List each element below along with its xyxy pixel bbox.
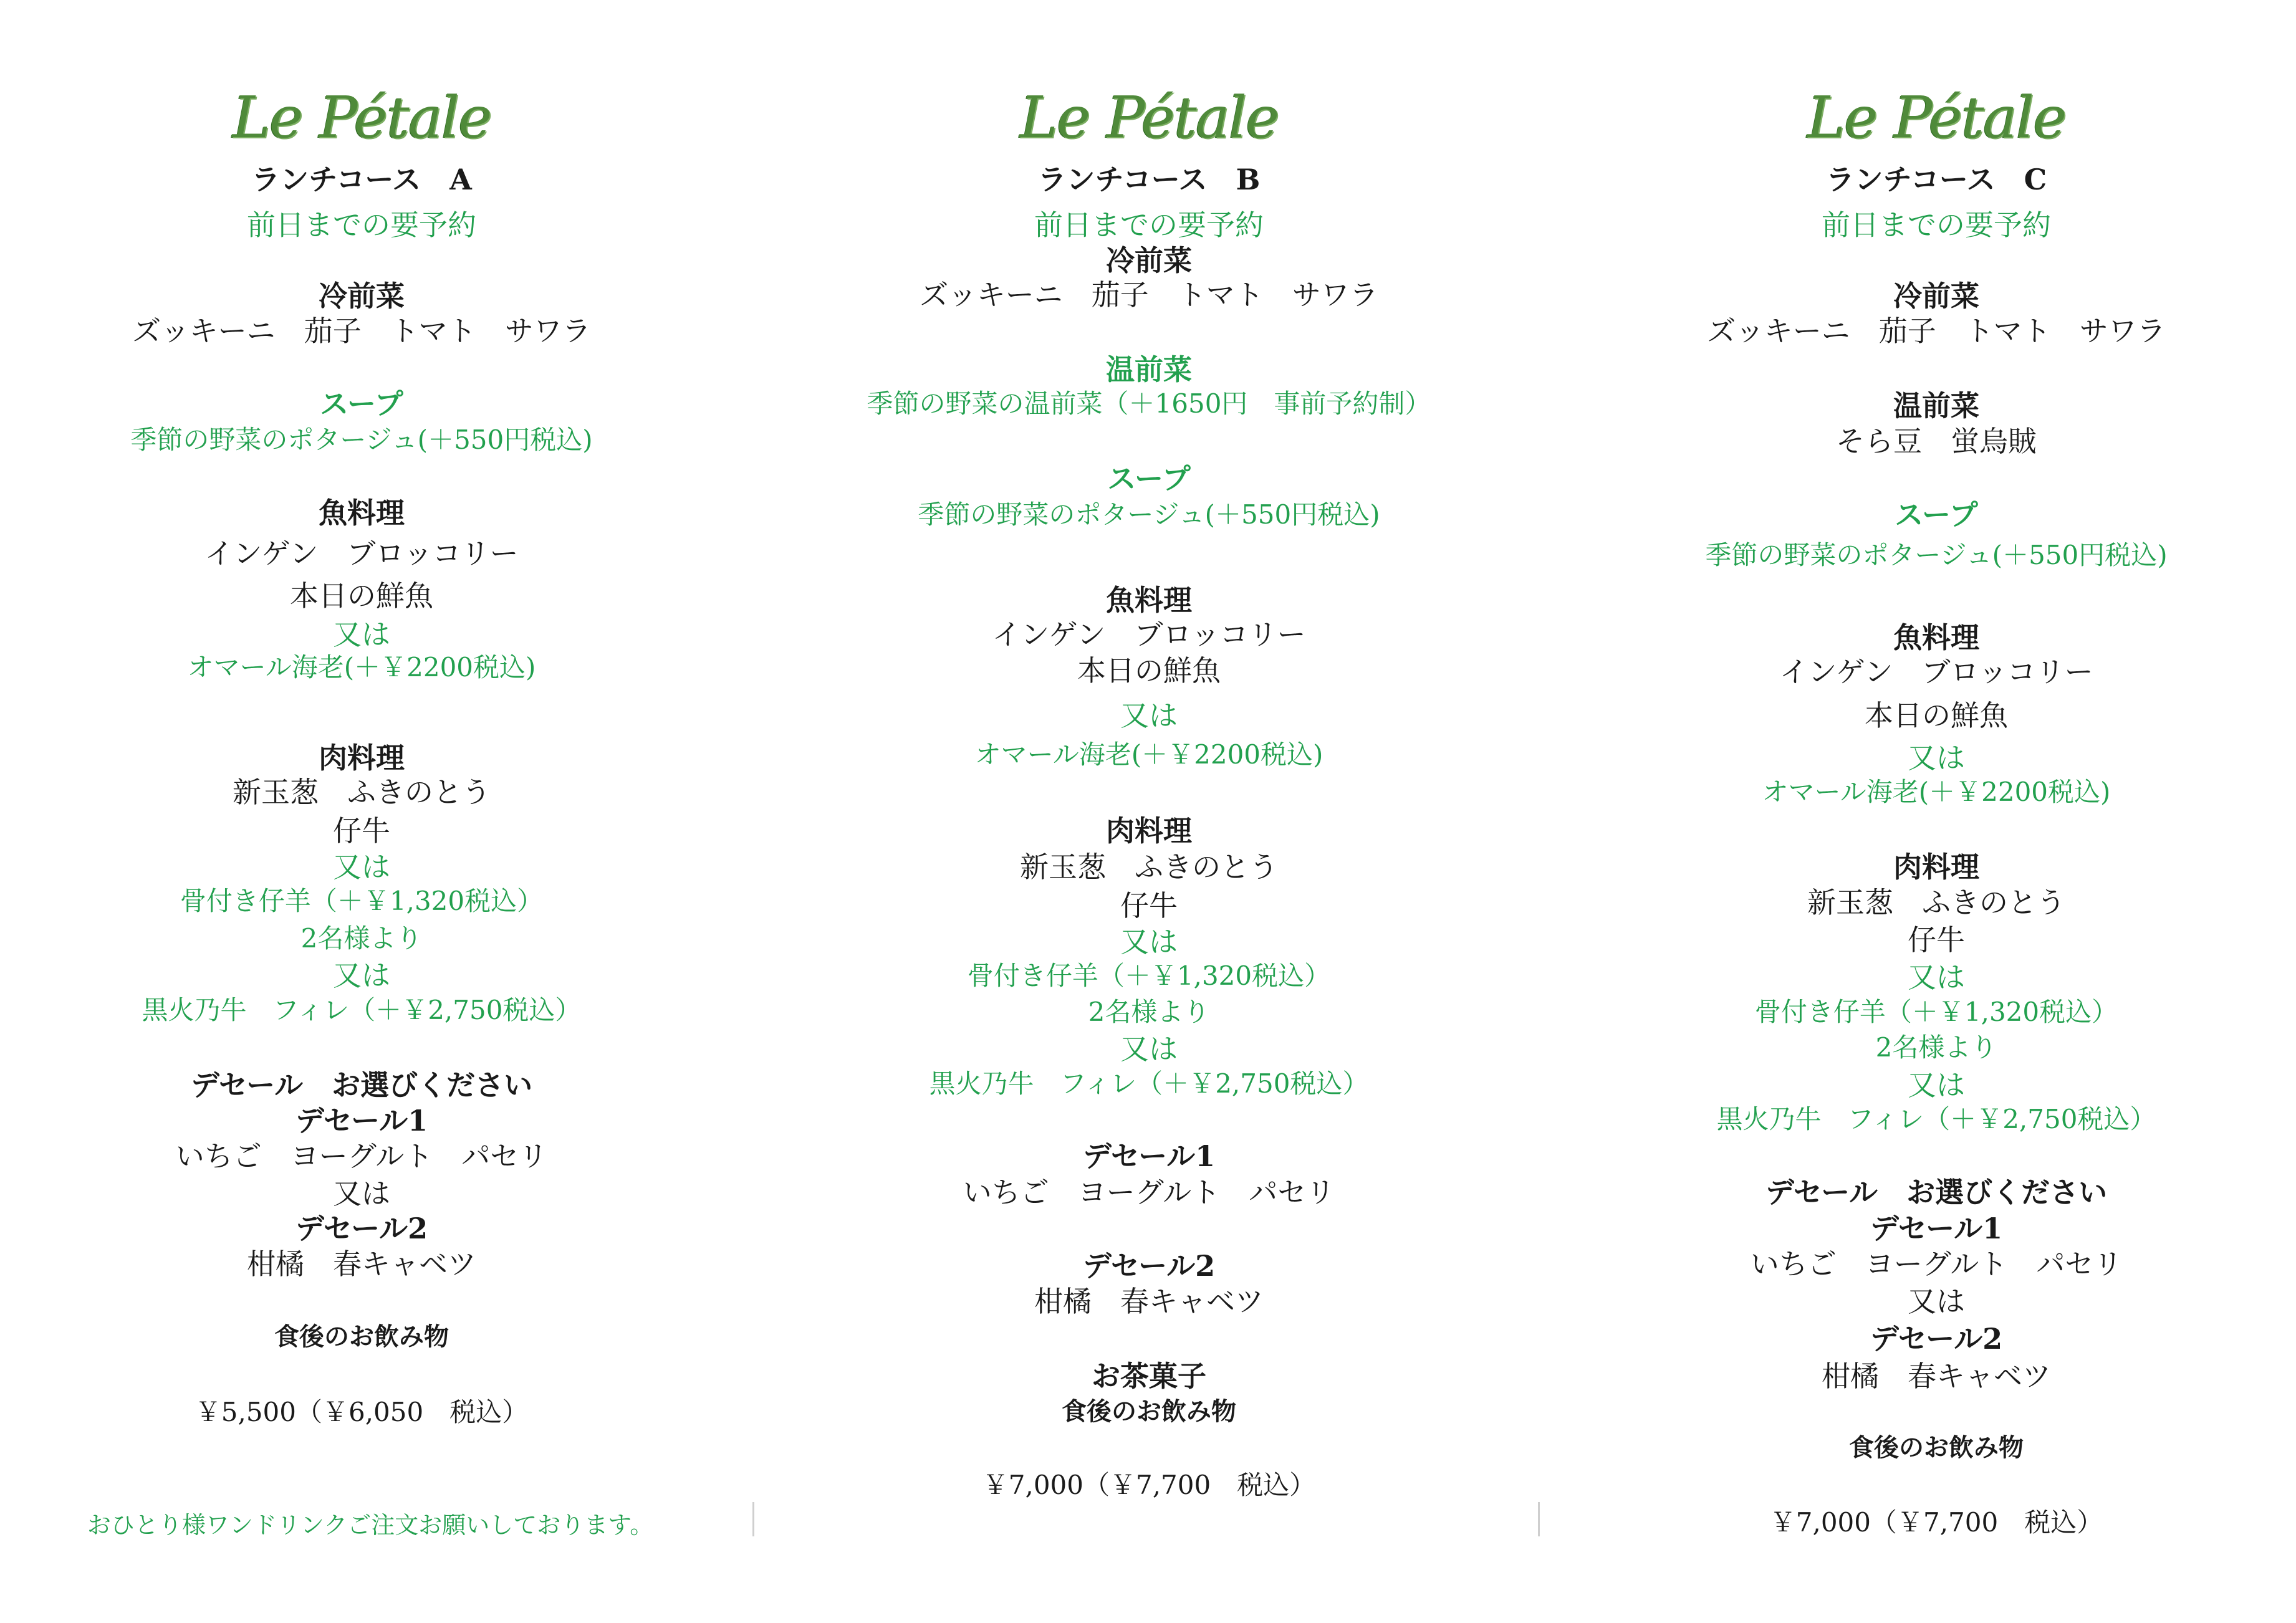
reservation-note: 前日までの要予約 (247, 208, 476, 242)
dessert-2-heading: デセール2 (1870, 1322, 2003, 1356)
petit-fours: お茶菓子 (1092, 1359, 1206, 1393)
soup-heading: スープ (1895, 498, 1978, 532)
meat-option-2: 黒火乃牛 フィレ（＋￥2,750税込） (142, 995, 582, 1025)
warm-appetizer-heading: 温前菜 (1893, 389, 1979, 423)
soup-items: 季節の野菜のポタージュ(＋550円税込) (130, 424, 593, 455)
meat-min-guests: 2名様より (300, 923, 423, 954)
fish-catch: 本日の鮮魚 (290, 579, 433, 613)
meat-veal: 仔牛 (1120, 889, 1178, 922)
meat-option-1: 骨付き仔羊（＋￥1,320税込） (967, 960, 1331, 991)
reservation-note: 前日までの要予約 (1034, 208, 1264, 242)
soup-items: 季節の野菜のポタージュ(＋550円税込) (1705, 540, 2168, 570)
restaurant-logo: Le Pétale (1807, 84, 2066, 151)
fish-or: 又は (1120, 699, 1178, 732)
one-drink-note: おひとり様ワンドリンクご注文お願いしております。 (87, 1511, 654, 1539)
fish-items: インゲン ブロッコリー (204, 537, 519, 570)
warm-appetizer-heading: 温前菜 (1106, 353, 1192, 386)
meat-or-1: 又は (333, 850, 390, 884)
column-divider (752, 1502, 754, 1536)
dessert-1-heading: デセール1 (1082, 1139, 1216, 1173)
restaurant-logo: Le Pétale (232, 84, 491, 151)
soup-heading: スープ (1107, 462, 1191, 496)
meat-option-2: 黒火乃牛 フィレ（＋￥2,750税込） (1716, 1104, 2156, 1134)
meat-min-guests: 2名様より (1088, 997, 1210, 1027)
meat-or-1: 又は (1908, 960, 1965, 994)
dessert-2-items: 柑橘 春キャベツ (247, 1247, 476, 1281)
meat-heading: 肉料理 (319, 741, 405, 775)
meat-items: 新玉葱 ふきのとう (1807, 886, 2065, 919)
meat-or-2: 又は (1120, 1032, 1178, 1066)
meat-or-2: 又は (333, 959, 390, 992)
fish-heading: 魚料理 (1893, 621, 1979, 654)
meat-veal: 仔牛 (1908, 923, 1965, 957)
warm-appetizer-items: そら豆 蛍烏賊 (1836, 424, 2037, 458)
dessert-1-items: いちご ヨーグルト パセリ (963, 1175, 1335, 1209)
dessert-1-heading: デセール1 (295, 1104, 428, 1137)
cold-appetizer-items: ズッキーニ 茄子 トマト サワラ (132, 314, 591, 348)
soup-heading: スープ (320, 387, 403, 421)
reservation-note: 前日までの要予約 (1822, 208, 2051, 242)
fish-heading: 魚料理 (1106, 583, 1192, 617)
fish-or: 又は (1908, 741, 1965, 775)
dessert-1-items: いちご ヨーグルト パセリ (1750, 1247, 2123, 1281)
after-meal-drink: 食後のお飲み物 (1062, 1397, 1236, 1426)
after-meal-drink: 食後のお飲み物 (274, 1322, 449, 1351)
meat-option-1: 骨付き仔羊（＋￥1,320税込） (1754, 997, 2118, 1027)
dessert-or: 又は (1908, 1285, 1965, 1318)
soup-items: 季節の野菜のポタージュ(＋550円税込) (918, 499, 1380, 530)
fish-catch: 本日の鮮魚 (1077, 654, 1221, 687)
meat-heading: 肉料理 (1893, 850, 1979, 884)
warm-appetizer-items: 季節の野菜の温前菜（＋1650円 事前予約制） (867, 388, 1431, 419)
fish-option: オマール海老(＋￥2200税込) (1762, 777, 2111, 807)
cold-appetizer-items: ズッキーニ 茄子 トマト サワラ (1707, 314, 2166, 348)
meat-or-2: 又は (1908, 1068, 1965, 1102)
dessert-2-heading: デセール2 (295, 1212, 428, 1245)
dessert-2-heading: デセール2 (1082, 1249, 1216, 1283)
cold-appetizer-heading: 冷前菜 (319, 279, 405, 313)
course-title: ランチコース B (1037, 163, 1261, 196)
meat-option-2: 黒火乃牛 フィレ（＋￥2,750税込） (929, 1068, 1369, 1099)
after-meal-drink: 食後のお飲み物 (1849, 1433, 2024, 1462)
meat-or-1: 又は (1120, 925, 1178, 959)
dessert-choose: デセール お選びください (1765, 1175, 2108, 1209)
meat-items: 新玉葱 ふきのとう (1020, 850, 1278, 884)
meat-veal: 仔牛 (333, 814, 390, 848)
fish-items: インゲン ブロッコリー (992, 618, 1306, 651)
dessert-2-items: 柑橘 春キャベツ (1822, 1359, 2051, 1393)
restaurant-logo: Le Pétale (1019, 84, 1279, 151)
dessert-choose: デセール お選びください (190, 1068, 533, 1102)
cold-appetizer-items: ズッキーニ 茄子 トマト サワラ (920, 278, 1378, 312)
fish-option: オマール海老(＋￥2200税込) (187, 652, 536, 682)
meat-items: 新玉葱 ふきのとう (233, 775, 491, 809)
meat-heading: 肉料理 (1106, 814, 1192, 848)
fish-option: オマール海老(＋￥2200税込) (974, 739, 1323, 770)
dessert-1-items: いちご ヨーグルト パセリ (175, 1139, 548, 1173)
dessert-2-items: 柑橘 春キャベツ (1034, 1285, 1264, 1318)
dessert-or: 又は (333, 1177, 390, 1210)
course-title: ランチコース C (1825, 163, 2047, 196)
column-divider (1538, 1502, 1540, 1536)
course-title: ランチコース A (251, 163, 472, 196)
course-price: ￥7,000（￥7,700 税込） (1769, 1507, 2103, 1538)
meat-min-guests: 2名様より (1875, 1032, 1997, 1063)
meat-option-1: 骨付き仔羊（＋￥1,320税込） (180, 886, 544, 916)
dessert-1-heading: デセール1 (1870, 1212, 2003, 1245)
cold-appetizer-heading: 冷前菜 (1106, 244, 1192, 277)
fish-items: インゲン ブロッコリー (1779, 655, 2093, 689)
fish-heading: 魚料理 (319, 496, 405, 530)
course-price: ￥5,500（￥6,050 税込） (195, 1397, 529, 1427)
cold-appetizer-heading: 冷前菜 (1893, 279, 1979, 313)
fish-catch: 本日の鮮魚 (1865, 699, 2008, 732)
course-price: ￥7,000（￥7,700 税込） (982, 1470, 1316, 1500)
fish-or: 又は (333, 618, 390, 651)
